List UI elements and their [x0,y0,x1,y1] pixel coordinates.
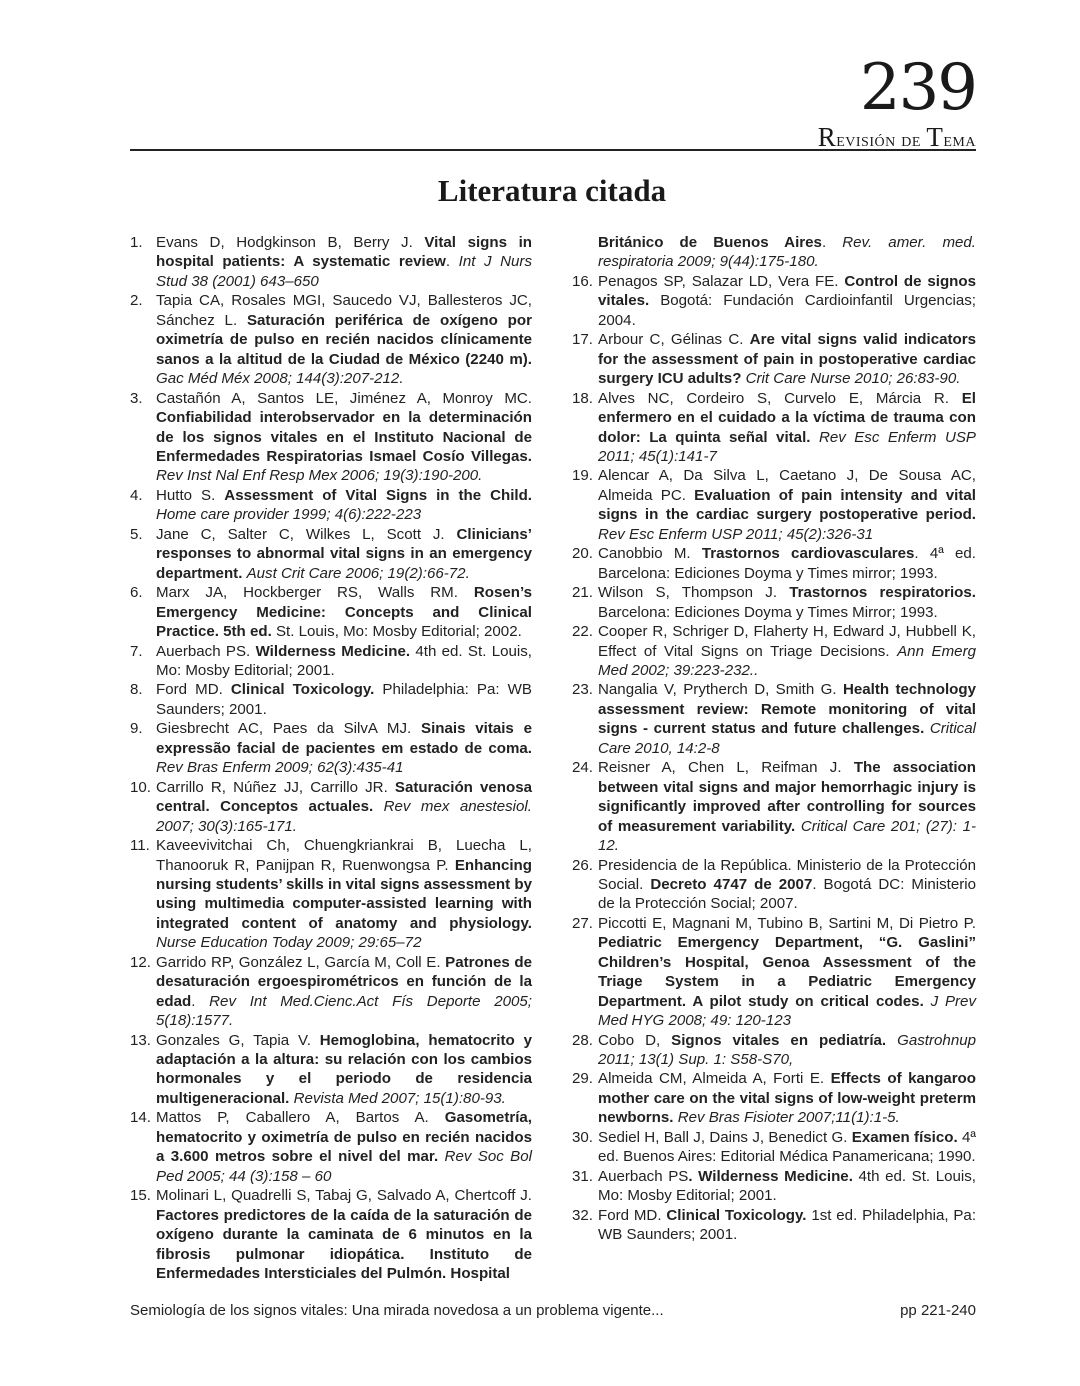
section-initial-r: R [817,122,837,152]
reference-title: Británico de Buenos Aires [598,234,822,251]
reference-authors: Auerbach PS [598,1167,689,1185]
reference-authors: Arbour C, Gélinas C. [598,331,750,349]
reference-item [572,466,976,544]
reference-number: 23. [572,681,593,699]
reference-journal: Rev Inst Nal Enf Resp Mex 2006; 19(3):190-200. [156,467,483,485]
references-right-column [572,233,976,1245]
header-rule [130,149,976,151]
reference-title: Health technology assessment review: Remote monitoring of vital signs - current status and future challenges. [598,681,976,738]
reference-authors: Tapia CA, Rosales MGI, Saucedo VJ, Ballesteros JC, Sánchez L. [156,292,532,329]
reference-details: . [821,234,843,251]
reference-number: 19. [572,467,593,485]
reference-authors: Marx JA, Hockberger RS, Walls RM. [156,584,474,602]
reference-number: 18. [572,389,593,407]
reference-details [810,429,818,446]
reference-number: 31. [572,1167,593,1185]
reference-authors: Canobbio M. [598,545,702,563]
reference-number: 11. [130,837,150,855]
reference-authors: Garrido RP, González L, García M, Coll E. [156,953,446,971]
reference-item [572,622,976,680]
reference-number: 32. [572,1206,593,1224]
reference-details: 1st ed. Philadelphia, Pa: WB Saunders; 2001. [598,1206,977,1244]
reference-item [572,1206,976,1245]
reference-title: Trastornos respiratorios. [789,584,976,602]
reference-journal: Crit Care Nurse 2010; 26:83-90. [745,370,961,388]
reference-number: 22. [572,623,593,641]
reference-item [572,856,976,914]
reference-number: 6. [130,584,143,602]
reference-number: 21. [572,584,593,602]
reference-authors: Castañón A, Santos LE, Jiménez A, Monroy MC. [156,389,532,407]
footer-page-range: pp 221-240 [900,1302,976,1319]
section-initial-t: T [926,122,944,152]
reference-authors: Nangalia V, Prytherch D, Smith G. [598,681,843,699]
reference-title: Hemoglobina, hematocrito y adaptación a la altura: su relación con los cambios hormonales y el periodo de residencia multigeneracional. [156,1031,532,1107]
reference-number: 4. [130,486,143,504]
reference-number: 7. [130,642,143,660]
reference-title: Decreto 4747 de 2007 [650,875,813,893]
reference-title: Sinais vitais e expressão facial de pacientes em estado de coma. [156,720,532,757]
reference-journal: Nurse Education Today 2009; 29:65–72 [156,934,422,952]
reference-authors: Reisner A, Chen L, Reifman J. [598,759,854,777]
reference-item [572,233,976,272]
reference-item [130,583,532,641]
reference-number: 3. [130,389,143,407]
reference-item [572,1167,976,1206]
reference-item [130,525,532,583]
reference-details [886,1032,897,1049]
reference-journal: Critical Care 201; (27): 1-12. [598,817,976,855]
reference-number: 27. [572,914,593,932]
reference-item [130,680,532,719]
reference-item [572,583,976,622]
reference-journal: Revista Med 2007; 15(1):80-93. [293,1089,506,1107]
reference-title: Wilderness Medicine. [255,642,411,660]
reference-number: 1. [130,234,143,251]
reference-item [130,291,532,388]
reference-title: The association between vital signs and major hemorrhagic injury is significantly improved after controlling for sources of measurement variability. [598,759,977,835]
reference-authors: Gonzales G, Tapia V. [156,1031,320,1049]
reference-item [130,1031,532,1109]
page-title: Literatura citada [437,173,667,208]
reference-title: Enhancing nursing students’ skills in vital signs assessment by using multimedia computer-assisted learning with integrated content of anatomy and physiology. [156,856,532,932]
reference-item [130,778,532,836]
reference-authors: Wilson S, Thompson J. [598,584,790,602]
reference-details [373,798,383,815]
reference-details [924,993,931,1010]
reference-authors: Carrillo R, Núñez JJ, Carrillo JR. [156,778,395,796]
reference-journal: Home care provider 1999; 4(6):222-223 [156,506,422,524]
reference-details: . 4ª ed. Barcelona: Ediciones Doyma y Times mirror; 1993. [598,545,977,582]
reference-item [130,642,532,681]
reference-number: 16. [572,272,593,290]
reference-details: . [191,992,210,1010]
reference-title: Saturación venosa central. Conceptos actuales. [156,778,532,816]
reference-item [572,680,976,758]
reference-title: Clinical Toxicology. [230,681,375,699]
reference-details: . Bogotá DC: Ministerio de la Protección Social; 2007. [598,875,976,913]
reference-title: Clinicians’ responses to abnormal vital signs in an emergency department. [156,525,532,582]
reference-item [572,1069,976,1127]
reference-title: Rosen’s Emergency Medicine: Concepts and Clinical Practice. 5th ed. [156,584,532,641]
reference-details: Barcelona: Ediciones Doyma y Times Mirror; 1993. [598,603,938,621]
reference-details: 4ª ed. Buenos Aires: Editorial Médica Panamericana; 1990. [598,1128,977,1166]
reference-item [130,1108,532,1186]
section-text-2: ema [943,129,976,151]
footer-article-title: Semiología de los signos vitales: Una mirada novedosa a un problema vigente... [130,1302,664,1319]
reference-number: 8. [130,681,143,699]
reference-journal: J Prev Med HYG 2008; 49: 120-123 [598,992,976,1030]
reference-title: Pediatric Emergency Department, “G. Gaslini” Children’s Hospital, Genoa Assessment of the Triage System in a Pediatric Emergency Department. A pilot study on critical codes. [598,934,976,1010]
reference-title: Clinical Toxicology. [666,1206,807,1224]
reference-number: 30. [572,1128,593,1146]
reference-item [572,914,976,1031]
reference-journal: Rev mex anestesiol. 2007; 30(3):165-171. [156,798,532,835]
reference-title: Examen físico. [851,1128,958,1146]
reference-item [572,389,976,467]
reference-authors: Almeida CM, Almeida A, Forti E. [598,1070,831,1088]
reference-number: 5. [130,525,143,543]
page-number: 239 [859,51,976,125]
reference-authors: Presidencia de la República. Ministerio de la Protección Social. [598,856,976,893]
reference-title: Factores predictores de la caída de la saturación de oxígeno durante la caminata de 6 minutos en la fibrosis pulmonar idiopática. Instituto de Enfermedades Intersticiales del Pulmón. Hospital [156,1206,532,1283]
reference-authors: Sediel H, Ball J, Dains J, Benedict G. [598,1128,852,1146]
reference-journal: Rev Esc Enferm USP 2011; 45(1):141-7 [598,428,976,465]
reference-number: 14. [130,1109,151,1127]
reference-authors: Mattos P, Caballero A, Bartos A. [156,1109,445,1127]
reference-authors: Evans D, Hodgkinson B, Berry J. [156,234,425,251]
reference-item [572,1031,976,1070]
reference-authors: Kaveevivitchai Ch, Chuengkriankrai B, Luecha L, Thanooruk R, Panijpan R, Ruenwongsa P. [156,837,532,874]
reference-journal: Gac Méd Méx 2008; 144(3):207-212. [156,370,404,388]
reference-authors: Molinari L, Quadrelli S, Tabaj G, Salvado A, Chertcoff J. [156,1187,532,1205]
reference-number: 13. [130,1031,151,1049]
reference-number: 26. [572,856,593,874]
reference-number: 17. [572,331,593,349]
reference-item [572,272,976,330]
reference-authors: Alves NC, Cordeiro S, Curvelo E, Márcia R. [598,389,962,407]
reference-number: 24. [572,759,593,777]
reference-number: 10. [130,778,151,796]
reference-number: 20. [572,545,593,563]
reference-journal: Rev Soc Bol Ped 2005; 44 (3):158 – 60 [156,1148,532,1185]
reference-journal: Rev Bras Enferm 2009; 62(3):435-41 [156,759,404,777]
reference-journal: Rev Bras Fisioter 2007;11(1):1-5. [677,1109,900,1127]
reference-authors: Piccotti E, Magnani M, Tubino B, Sartini M, Di Pietro P. [598,914,976,932]
reference-item [130,486,532,525]
reference-authors: Cobo D, [598,1031,672,1049]
reference-authors: Ford MD. [598,1206,667,1224]
reference-number: 28. [572,1031,593,1049]
reference-title: Are vital signs valid indicators for the assessment of pain in postoperative cardiac surgery ICU adults? [598,331,976,388]
reference-number: 15. [130,1187,151,1205]
reference-details: Philadelphia: Pa: WB Saunders; 2001. [156,681,533,718]
reference-journal: Rev Int Med.Cienc.Act Fís Deporte 2005; 5(18):1577. [156,992,532,1030]
reference-journal: Rev. amer. med. respiratoria 2009; 9(44):175-180. [598,234,976,271]
reference-item [130,953,532,1031]
reference-title: . Wilderness Medicine. [688,1167,853,1185]
reference-title: Trastornos cardiovasculares [701,545,915,563]
reference-number: 29. [572,1070,593,1088]
reference-details: 4th ed. St. Louis, Mo: Mosby Editorial; 2001. [598,1167,976,1205]
reference-details: 4th ed. St. Louis, Mo: Mosby Editorial; 2001. [156,642,532,679]
reference-authors: Cooper R, Schriger D, Flaherty H, Edward J, Hubbell K, Effect of Vital Signs on Triage Decisions. [598,623,976,660]
reference-title: Saturación periférica de oxígeno por oximetría de pulso en recién nacidos clínicamente sanos a la altitud de la Ciudad de México (2240 m). [156,311,532,368]
reference-journal: Gastrohnup 2011; 13(1) Sup. 1: S58-S70, [598,1031,976,1069]
reference-details: Bogotá: Fundación Cardioinfantil Urgencias; 2004. [598,292,976,329]
reference-authors: Ford MD. [156,681,231,699]
reference-authors: Alencar A, Da Silva L, Caetano J, De Sousa AC, Almeida PC. [598,467,976,504]
reference-item [130,719,532,777]
reference-item [130,389,532,486]
reference-authors: Auerbach PS. [156,642,256,660]
reference-title: Control de signos vitales. [598,272,976,310]
reference-title: Gasometría, hematocrito y oximetría de pulso en recién nacidos a 3.600 metros sobre el nivel del mar. [156,1109,532,1166]
reference-title: Evaluation of pain intensity and vital signs in the cardiac surgery postoperative period. [598,486,976,524]
reference-details: St. Louis, Mo: Mosby Editorial; 2002. [271,623,522,641]
reference-item [130,836,532,953]
reference-item [572,544,976,583]
reference-title: El enfermero en el cuidado a la víctima de trauma con dolor: La quinta señal vital. [598,389,976,446]
reference-number: 2. [130,292,143,310]
reference-authors: Jane C, Salter C, Wilkes L, Scott J. [156,525,457,543]
references-left-column [130,233,532,1283]
reference-title: Confiabilidad interobservador en la determinación de los signos vitales en el Instituto Nacional de Enfermedades Respiratorias Ismael Cosío Villegas. [156,409,532,465]
reference-details: . [445,253,459,271]
reference-journal: Aust Crit Care 2006; 19(2):66-72. [246,564,470,582]
reference-title: Effects of kangaroo mother care on the vital signs of low-weight preterm newborns. [598,1070,977,1127]
reference-title: Patrones de desaturación ergoespirométricos en función de la edad [156,953,532,1010]
reference-journal: Critical Care 2010, 14:2-8 [598,720,976,757]
reference-title: Vital signs in hospital patients: A systematic review [156,234,532,271]
reference-journal: Ann Emerg Med 2002; 39:223-232.. [598,642,976,679]
section-text-1: evisión de [836,129,927,151]
reference-journal: Rev Esc Enferm USP 2011; 45(2):326-31 [598,525,874,543]
reference-item [572,758,976,855]
reference-number: 9. [130,720,143,738]
reference-item [572,1128,976,1167]
reference-number: 12. [130,953,151,971]
reference-title: Signos vitales en pediatría. [671,1031,887,1049]
reference-item [130,233,532,291]
reference-journal: Int J Nurs Stud 38 (2001) 643–650 [156,253,533,290]
reference-authors: Penagos SP, Salazar LD, Vera FE. [598,272,845,290]
reference-item [572,330,976,388]
reference-item [130,1186,532,1283]
reference-authors: Hutto S. [156,486,225,504]
reference-authors: Giesbrecht AC, Paes da SilvA MJ. [156,720,421,738]
reference-title: Assessment of Vital Signs in the Child. [224,486,532,504]
